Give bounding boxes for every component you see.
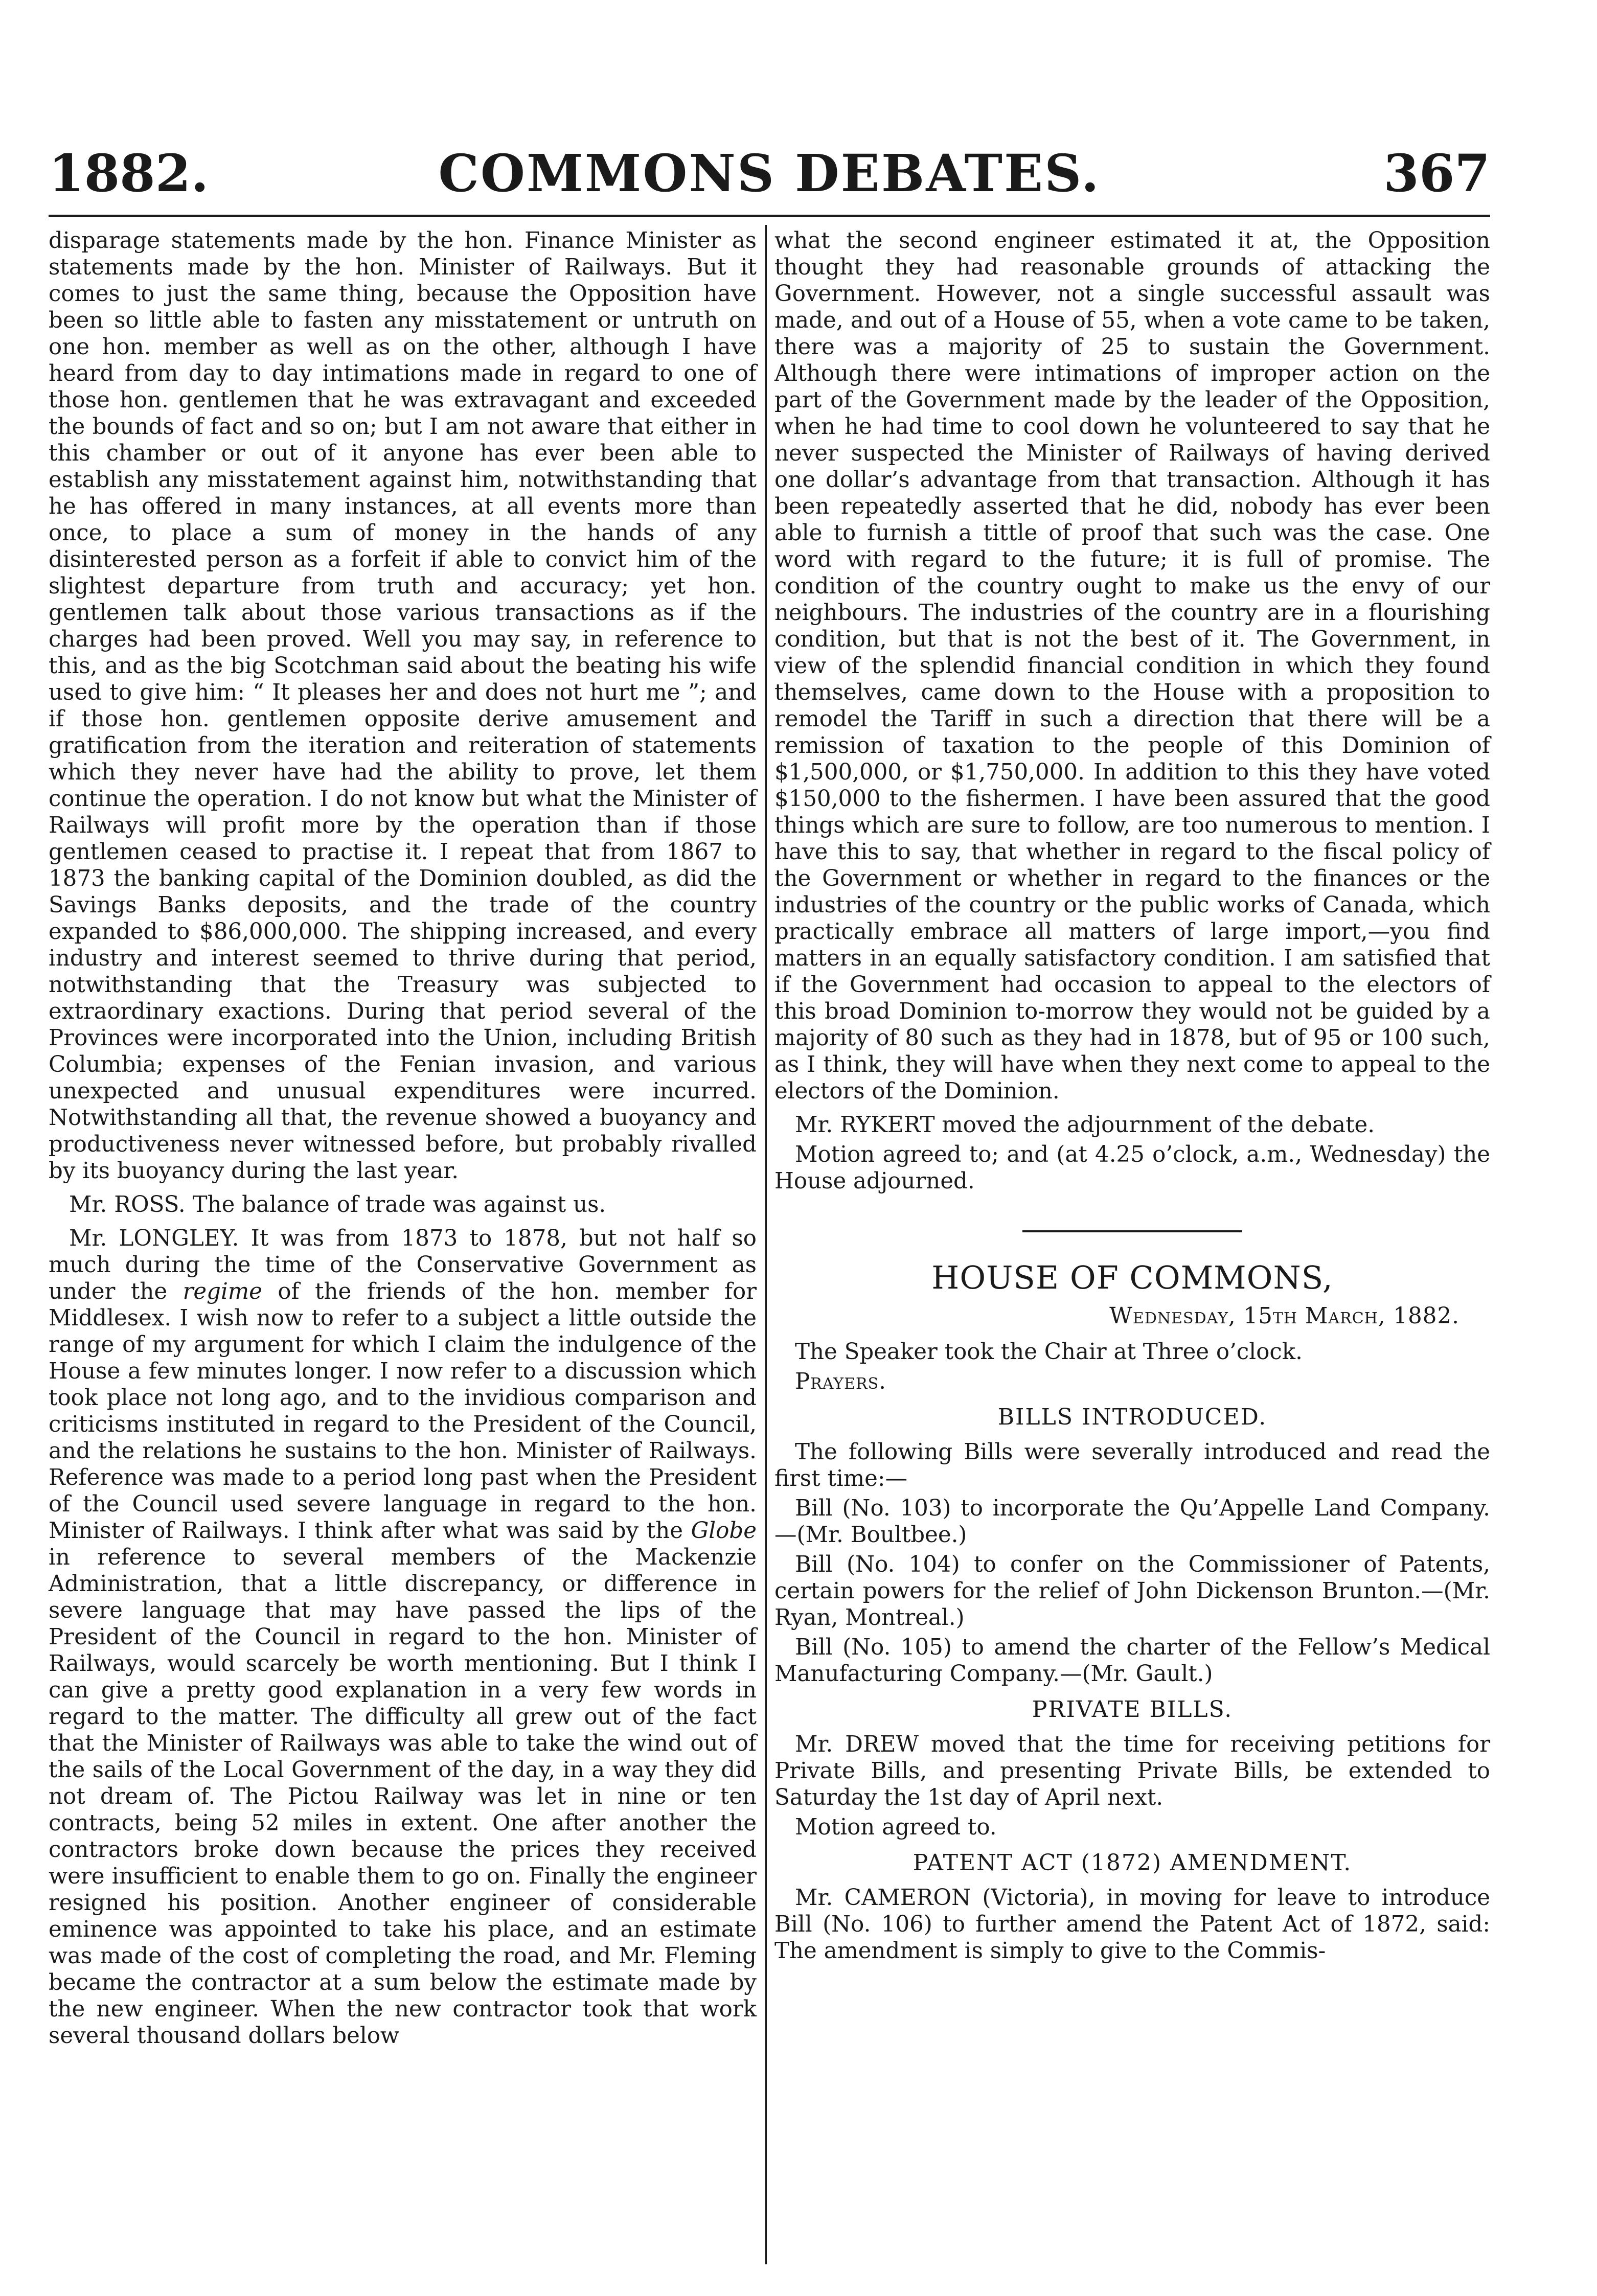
left-column [49, 227, 757, 2052]
header-rule [49, 215, 1490, 217]
speech-longley-part-1: Mr. LONGLEY. It was from 1873 to 1878, but not half so much during the time of the Conservative Government as under the [49, 1226, 757, 1304]
page-year: 1882. [49, 143, 209, 203]
running-head [49, 143, 1490, 204]
bills-introduced-heading: BILLS INTRODUCED. [997, 1404, 1267, 1430]
motion-agreed: Motion agreed to. [795, 1815, 997, 1840]
speech-longley [49, 1225, 757, 2049]
house-heading: HOUSE OF COMMONS, [931, 1259, 1333, 1296]
private-bills-heading: PRIVATE BILLS. [1032, 1696, 1233, 1723]
speech-rykert: Mr. RYKERT moved the adjournment of the debate. [795, 1112, 1375, 1138]
page-number: 367 [1383, 143, 1490, 203]
speaker-line: The Speaker took the Chair at Three o’clock. [795, 1339, 1303, 1365]
motion-adjourn: Motion agreed to; and (at 4.25 o’clock, a.m., Wednesday) the House adjourned. [774, 1142, 1490, 1194]
emphasis-globe: Globe [691, 1518, 757, 1544]
emphasis-regime: regime [182, 1279, 262, 1304]
paragraph-continued: what the second engineer estimated it at, the Opposition thought they had reasonable grounds of attacking the Government. However, not a single successful assault was made, and out of a House of 55, when a vote came to be taken, there was a majority of 25 to sustain the Government. Although there were intimations of improper action on the part of the Government made by the leader of the Opposition, when he had time to cool down he volunteered to say that he never suspected the Minister of Railways of having derived one dollar’s advantage from that transaction. Although it has been repeatedly asserted that he did, nobody has ever been able to furnish a tittle of proof that such was the case. One word with regard to the future; it is full of promise. The condition of the country ought to make us the envy of our neighbours. The industries of the country are in a flourishing condition, but that is not the best of it. The Government, in view of the splendid financial condition in which they found themselves, came down to the House with a proposition to remodel the Tariff in such a direction that there will be a remission of taxation to the people of this Dominion of $1,500,000, or $1,750,000. In addition to this they have voted $150,000 to the fishermen. I have been assured that the good things which are sure to follow, are too numerous to mention. I have this to say, that whether in regard to the fiscal policy of the Government or whether in regard to the finances or the industries of the country or the public works of Canada, which practically embrace all matters of large import,—you find matters in an equally satisfactory condition. I am satisfied that if the Government had occasion to appeal to the electors of this broad Dominion to-morrow they would not be guided by a majority of 80 such as they had in 1878, but of 95 or 100 such, as I think, they will have when they next come to appeal to the electors of the Dominion. [774, 228, 1490, 1104]
patent-act-heading: PATENT ACT (1872) AMENDMENT. [912, 1850, 1352, 1876]
right-column [774, 227, 1490, 1967]
column-divider [765, 225, 767, 2264]
section-separator [1022, 1230, 1242, 1232]
bills-intro: The following Bills were severally introduced and read the first time:— [774, 1439, 1490, 1491]
speech-longley-part-3: in reference to several members of the Mackenzie Administration, that a little discrepancy, or difference in severe language that may have passed the lips of the President of the Council in regard to the hon. Minister of Railways, would scarcely be worth mentioning. But I think I can give a pretty good explanation in a very few words in regard to the matter. The difficulty all grew out of the fact that the Minister of Railways was able to take the wind out of the sails of the Local Government of the day, in a way they did not dream of. The Pictou Railway was let in nine or ten contracts, being 52 miles in extent. One after another the contractors broke down because the prices they received were insufficient to enable them to go on. Finally the engineer resigned his position. Another engineer of considerable eminence was appointed to take his place, and an estimate was made of the cost of completing the road, and Mr. Fleming became the contractor at a sum below the estimate made by the new engineer. When the new contractor took that work several thousand dollars below [49, 1545, 757, 2049]
cameron-speech: Mr. CAMERON (Victoria), in moving for leave to introduce Bill (No. 106) to further amend the Patent Act of 1872, said: The amendment is simply to give to the Commis- [774, 1885, 1490, 1964]
prayers-line: Prayers. [795, 1369, 886, 1394]
speech-longley-part-2: of the friends of the hon. member for Middlesex. I wish now to refer to a subject a little outside the range of my argument for which I claim the indulgence of the House a few minutes longer. I now refer to a discussion which took place not long ago, and to the invidious comparison and criticisms instituted in regard to the President of the Council, and the relations he sustains to the hon. Minister of Railways. Reference was made to a period long past when the President of the Council used severe language in regard to the hon. Minister of Railways. I think after what was said by the [49, 1279, 757, 1544]
drew-motion: Mr. DREW moved that the time for receiving petitions for Private Bills, and presenting Private Bills, be extended to Saturday the 1st day of April next. [774, 1732, 1490, 1810]
bill-105: Bill (No. 105) to amend the charter of the Fellow’s Medical Manufacturing Company.—(Mr. Gault.) [774, 1635, 1490, 1687]
bill-104: Bill (No. 104) to confer on the Commissioner of Patents, certain powers for the relief of John Dickenson Brunton.—(Mr. Ryan, Montreal.) [774, 1552, 1490, 1631]
paragraph-continued: disparage statements made by the hon. Finance Minister as statements made by the hon. Minister of Railways. But it comes to just the same thing, because the Opposition have been so little able to fasten any misstatement or untruth on one hon. member as well as on the other, although I have heard from day to day intimations made in regard to one of those hon. gentlemen that he was extravagant and exceeded the bounds of fact and so on; but I am not aware that either in this chamber or out of it anyone has ever been able to establish any misstatement against him, notwithstanding that he has offered in many instances, at all events more than once, to place a sum of money in the hands of any disinterested person as a forfeit if able to convict him of the slightest departure from truth and accuracy; yet hon. gentlemen talk about those various transactions as if the charges had been proved. Well you may say, in reference to this, and as the big Scotchman said about the beating his wife used to give him: “ It pleases her and does not hurt me ”; and if those hon. gentlemen opposite derive amusement and gratification from the iteration and reiteration of statements which they never have had the ability to prove, let them continue the operation. I do not know but what the Minister of Railways will profit more by the operation than if those gentlemen ceased to practise it. I repeat that from 1867 to 1873 the banking capital of the Dominion doubled, as did the Savings Banks deposits, and the trade of the country expanded to $86,000,000. The shipping increased, and every industry and interest seemed to thrive during that period, notwithstanding that the Treasury was subjected to extraordinary exactions. During that period several of the Provinces were incorporated into the Union, including British Columbia; expenses of the Fenian invasion, and various unexpected and unusual expenditures were incurred. Notwithstanding all that, the revenue showed a buoyancy and productiveness never witnessed before, but probably rivalled by its buoyancy during the last year. [49, 228, 757, 1184]
speech-ross: Mr. ROSS. The balance of trade was against us. [69, 1192, 606, 1218]
bill-103: Bill (No. 103) to incorporate the Qu’Appelle Land Company.—(Mr. Boultbee.) [774, 1496, 1490, 1548]
sitting-date: Wednesday, 15th March, 1882. [1109, 1303, 1459, 1329]
page-title: COMMONS DEBATES. [438, 143, 1101, 203]
